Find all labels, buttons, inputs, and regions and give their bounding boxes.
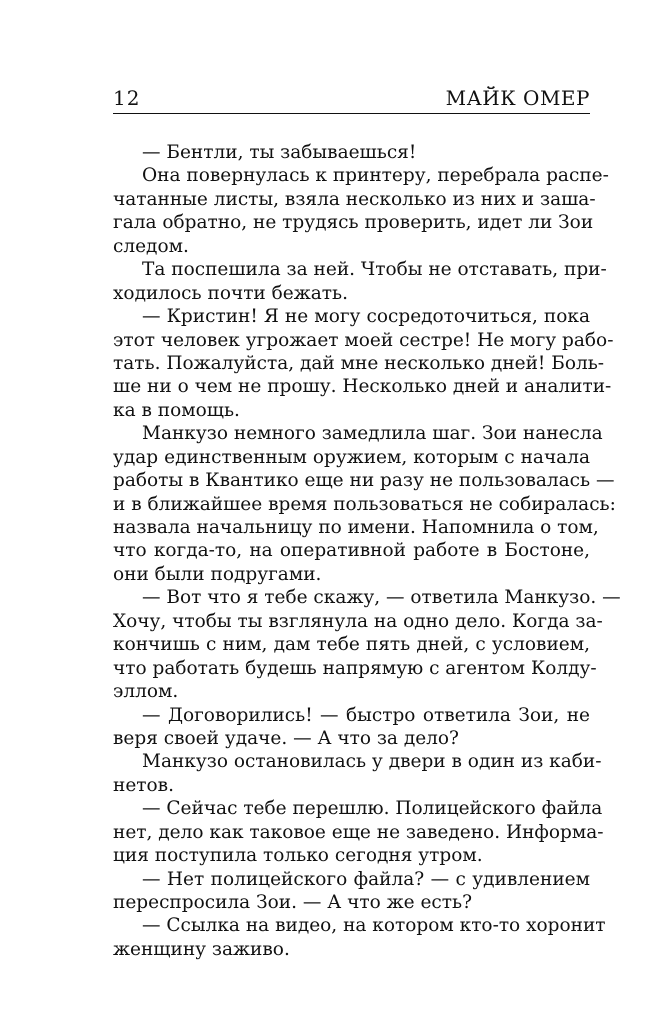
text-line: — Нет полицейского файла? — с удивлением	[142, 868, 590, 890]
text-line: переспросила Зои. — А что же есть?	[113, 892, 472, 913]
text-line: — Ссылка на видео, на котором кто-то хоронит	[142, 915, 606, 937]
text-line: что когда-то, на оперативной работе в Бостоне,	[113, 540, 590, 562]
text-line: что работать будешь напрямую с агентом Колду-	[113, 657, 597, 679]
body-text	[113, 141, 621, 961]
page-header	[113, 87, 590, 114]
text-line: удар единственным оружием, которым с начала	[113, 446, 590, 468]
text-line: работы в Квантико еще ни разу не пользовалась —	[113, 470, 615, 492]
text-line: и в ближайшее время пользоваться не собиралась:	[113, 493, 616, 515]
text-line: ше ни о чем не прошу. Несколько дней и аналити-	[113, 376, 612, 398]
text-line: гала обратно, не трудясь проверить, идет ли Зои	[113, 212, 594, 234]
text-line: Хочу, чтобы ты взглянула на одно дело. Когда за-	[113, 610, 603, 632]
text-line: ходилось почти бежать.	[113, 282, 348, 304]
text-line: ция поступила только сегодня утром.	[113, 845, 483, 867]
text-line: — Вот что я тебе скажу, — ответила Манкузо. —	[142, 587, 621, 609]
text-line: Она повернулась к принтеру, перебрала распе-	[142, 165, 609, 187]
text-line: нет, дело как таковое еще не заведено. Информа-	[113, 821, 604, 843]
text-line: Манкузо немного замедлила шаг. Зои нанесла	[142, 423, 603, 445]
text-line: они были подругами.	[113, 563, 322, 585]
text-line: ка в помощь.	[113, 399, 240, 421]
text-line: этот человек угрожает моей сестре! Не могу рабо-	[113, 329, 614, 351]
text-line: кончишь с ним, дам тебе пять дней, с условием,	[113, 634, 590, 656]
text-line: нетов.	[113, 774, 174, 796]
text-line: чатанные листы, взяла несколько из них и заша-	[113, 188, 596, 210]
text-line: — Сейчас тебе перешлю. Полицейского файла	[142, 798, 603, 820]
text-line: Манкузо остановилась у двери в один из каби-	[142, 751, 602, 773]
text-line: эллом.	[113, 681, 179, 703]
text-line: — Кристин! Я не могу сосредоточиться, пока	[142, 306, 590, 328]
text-line: — Договорились! — быстро ответила Зои, не	[142, 704, 590, 726]
text-line: Та поспешила за ней. Чтобы не отставать, при-	[142, 259, 607, 281]
text-line: следом.	[113, 235, 189, 257]
page-number: 12	[113, 86, 141, 110]
text-line: веря своей удаче. — А что за дело?	[113, 727, 459, 749]
text-line: — Бентли, ты забываешься!	[142, 142, 417, 163]
text-line: женщину заживо.	[113, 938, 290, 960]
running-head-author: МАЙК ОМЕР	[445, 86, 590, 110]
text-line: назвала начальницу по имени. Напомнила о том,	[113, 517, 599, 538]
text-line: тать. Пожалуйста, дай мне несколько дней! Боль-	[113, 352, 605, 374]
